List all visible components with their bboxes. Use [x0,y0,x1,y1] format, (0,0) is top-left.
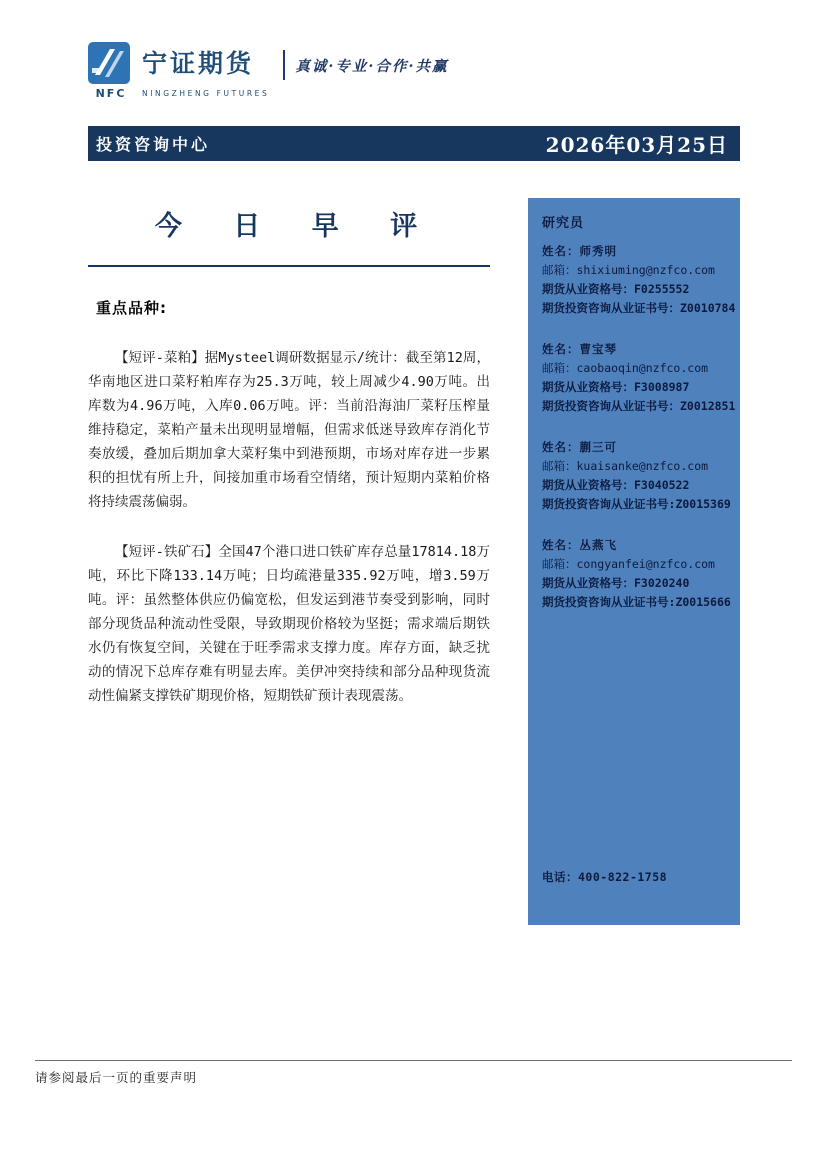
brand-name-en: NINGZHENG FUTURES [142,89,270,98]
license-value: F3040522 [634,478,690,492]
name-value: 曹宝琴 [579,342,617,356]
name-label: 姓名： [542,538,580,552]
license-label: 期货从业资格号： [542,380,634,394]
page-footer [35,1060,792,1086]
researcher-license [542,280,728,299]
name-value: 师秀明 [579,244,617,258]
name-label: 姓名： [542,244,580,258]
researcher-cert [542,397,736,416]
license-value: F3008987 [634,380,690,394]
researcher-name [542,340,728,359]
brand-name-cn: 宁证期货 [142,48,255,78]
name-value: 丛燕飞 [579,538,617,552]
cert-label: 期货投资咨询从业证书号： [542,399,680,413]
researcher-license [542,476,728,495]
report-date: 2026年03月25日 [545,133,728,157]
title-underline [88,265,490,267]
name-label: 姓名： [542,342,580,356]
cert-value: Z0010784 [680,301,736,315]
name-value: 蒯三可 [579,440,617,454]
email-value: congyanfei@nzfco.com [576,557,715,571]
phone-label: 电话： [542,870,578,884]
license-value: F3020240 [634,576,690,590]
researcher-email [542,555,728,574]
brand-abbr: NFC [95,87,127,100]
researcher-card [542,438,731,514]
researcher-license [542,574,728,593]
cert-value: Z0015369 [675,497,731,511]
commentary-paragraph-iron-ore: 【短评-铁矿石】全国47个港口进口铁矿库存总量17814.18万吨，环比下降133.14万吨；日均疏港量335.92万吨，增3.59万吨。评：虽然整体供应仍偏宽松，但发运到港节奏受到影响，同时部分现货品种流动性受限，导致期现价格较为坚挺；需求端后期铁水仍有恢复空间，关键在于旺季需求支撑力度。库存方面，缺乏扰动的情况下总库存难有明显去库。美伊冲突持续和部分品种现货流动性偏紧支撑铁矿期现价格，短期铁矿预计表现震荡。 [88,544,490,704]
email-label: 邮箱： [542,557,577,571]
disclaimer-note: 请参阅最后一页的重要声明 [35,1070,198,1085]
brand-logo-block [88,42,269,100]
researcher-email [542,261,728,280]
email-label: 邮箱： [542,361,577,375]
phone-value: 400-822-1758 [578,870,668,884]
license-label: 期货从业资格号： [542,282,634,296]
report-title: 今 日 早 评 [154,211,424,242]
sidebar-heading: 研究员 [542,216,585,231]
researcher-card [542,536,731,612]
cert-label: 期货投资咨询从业证书号: [542,595,676,609]
email-value: caobaoqin@nzfco.com [576,361,709,375]
cert-label: 期货投资咨询从业证书号: [542,497,676,511]
brand-divider [283,50,285,80]
researcher-name [542,536,728,555]
email-label: 邮箱： [542,263,577,277]
contact-phone [542,868,728,887]
researcher-email [542,457,728,476]
name-label: 姓名： [542,440,580,454]
researcher-email [542,359,728,378]
email-value: kuaisanke@nzfco.com [576,459,709,473]
researcher-cert [542,495,731,514]
researcher-name [542,242,728,261]
commentary-paragraph-rapeseed-meal: 【短评-菜粕】据Mysteel调研数据显示/统计：截至第12周，华南地区进口菜籽粕库存为25.3万吨，较上周减少4.90万吨。出库数为4.96万吨，入库0.06万吨。评：当前沿海油厂菜籽压榨量维持稳定，菜粕产量未出现明显增幅，但需求低迷导致库存消化节奏放缓，叠加后期加拿大菜籽集中到港预期，市场对库存进一步累积的担忧有所上升，间接加重市场看空情绪，预计短期内菜粕价格将持续震荡偏弱。 [88,350,490,510]
header-bar [88,126,740,161]
brand-tagline: 真诚·专业·合作·共赢 [295,58,449,75]
department-title: 投资咨询中心 [96,135,211,154]
email-label: 邮箱： [542,459,577,473]
researcher-license [542,378,728,397]
email-value: shixiuming@nzfco.com [576,263,715,277]
section-heading: 重点品种: [96,299,167,317]
researcher-name [542,438,728,457]
researcher-card [542,340,736,416]
brand-header [88,42,449,100]
nfc-logo-icon [88,42,130,84]
cert-value: Z0012851 [680,399,736,413]
researcher-cert [542,299,736,318]
license-label: 期货从业资格号： [542,478,634,492]
license-label: 期货从业资格号： [542,576,634,590]
cert-label: 期货投资咨询从业证书号： [542,301,680,315]
license-value: F0255552 [634,282,690,296]
researcher-card [542,242,736,318]
cert-value: Z0015666 [675,595,731,609]
researcher-cert [542,593,731,612]
researchers-sidebar [528,198,740,925]
main-content [88,196,490,708]
